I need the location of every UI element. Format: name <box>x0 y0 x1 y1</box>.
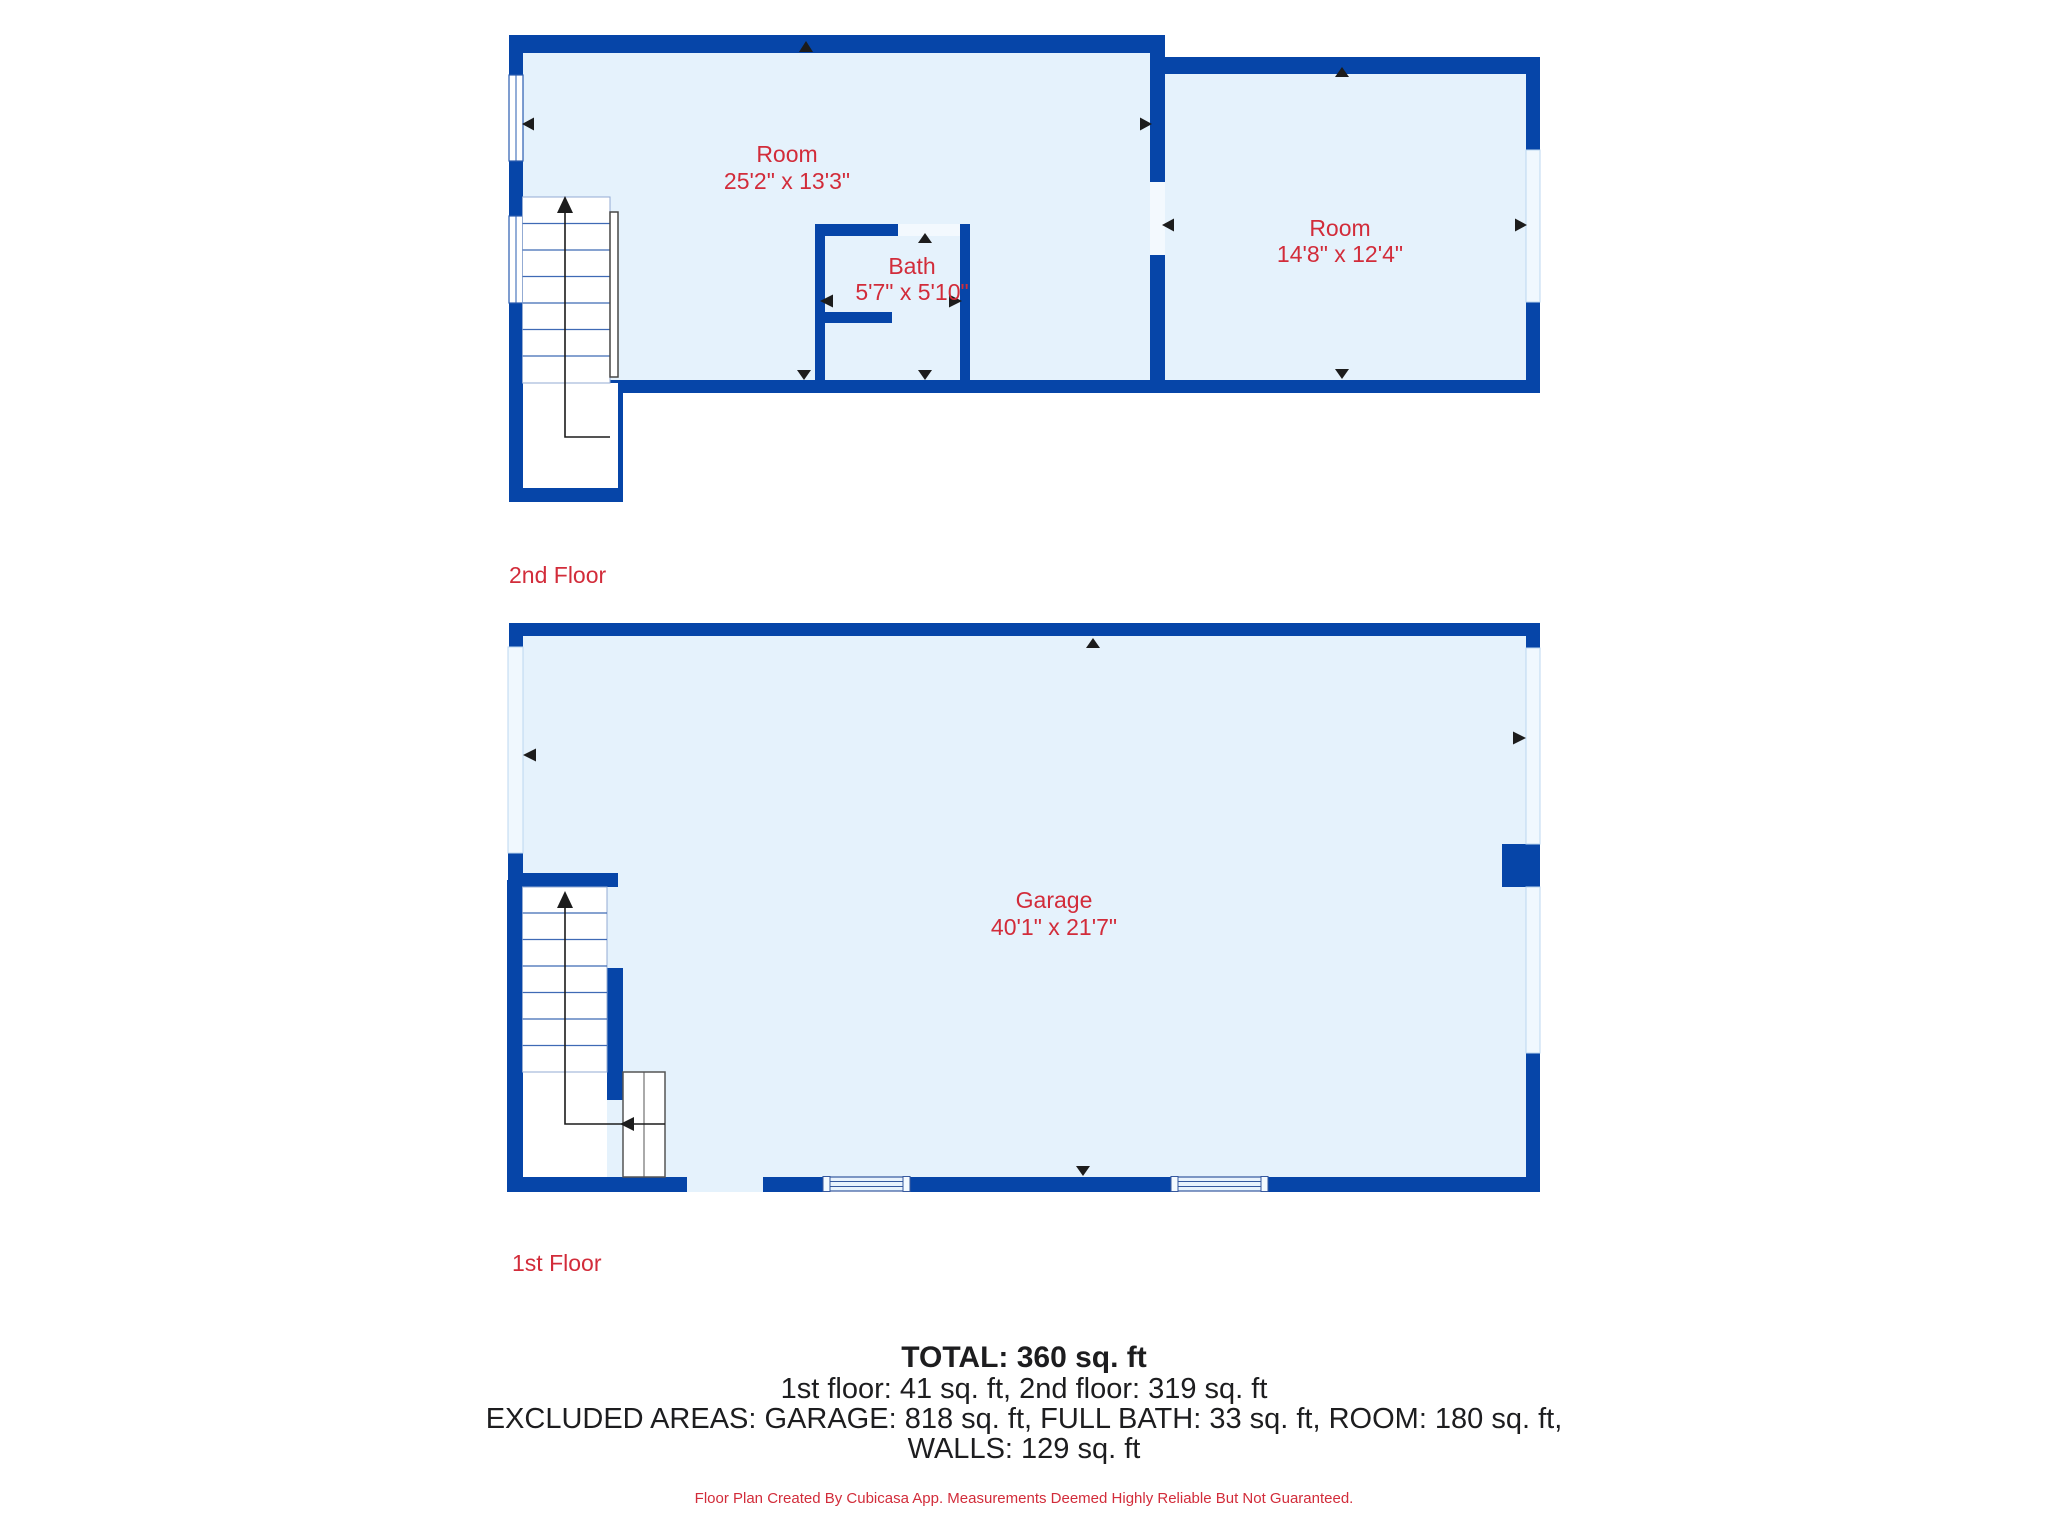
floor-label-2nd: 2nd Floor <box>509 562 607 588</box>
room-name: Room <box>756 141 818 167</box>
window <box>1526 150 1540 302</box>
floor-label-1st: 1st Floor <box>512 1250 602 1276</box>
summary-block <box>0 1342 2048 1507</box>
window <box>509 75 523 161</box>
wall-segment <box>509 488 623 502</box>
room-dimensions: 14'8" x 12'4" <box>1276 241 1404 267</box>
bath-wall <box>815 224 825 382</box>
window <box>1526 887 1540 1053</box>
wall-segment <box>1502 844 1540 887</box>
room-dimensions: 25'2" x 13'3" <box>723 168 851 194</box>
wall-segment <box>509 623 523 648</box>
bath-wall <box>815 224 898 236</box>
disclaimer: Floor Plan Created By Cubicasa App. Measurements Deemed Highly Reliable But Not Guaranteed. <box>694 1490 1354 1507</box>
handrail <box>610 212 618 377</box>
window <box>508 647 523 853</box>
total-area: TOTAL: 360 sq. ft <box>901 1341 1147 1374</box>
floor-areas: 1st floor: 41 sq. ft, 2nd floor: 319 sq. ft <box>780 1373 1268 1405</box>
wall-segment <box>907 1177 1171 1192</box>
wall-segment <box>507 880 523 1192</box>
bath-door-opening <box>898 224 960 236</box>
wall-segment <box>1150 255 1165 393</box>
window <box>1171 1177 1268 1192</box>
wall-segment <box>1268 1177 1540 1192</box>
bath-wall <box>815 312 892 323</box>
window <box>509 216 523 303</box>
wall-segment <box>1526 302 1540 393</box>
wall-segment <box>509 35 523 75</box>
excluded-areas: EXCLUDED AREAS: GARAGE: 818 sq. ft, FULL BATH: 33 sq. ft, ROOM: 180 sq. ft, <box>485 1403 1563 1435</box>
staircase-up <box>523 196 619 488</box>
wall-segment <box>1160 57 1540 74</box>
wall-segment <box>509 161 523 216</box>
room-dimensions: 5'7" x 5'10" <box>855 279 969 305</box>
wall-segment <box>509 35 1165 53</box>
wall-segment <box>507 1177 687 1192</box>
floor-plan-1st <box>507 623 1540 1276</box>
wall-segment <box>607 968 623 1100</box>
wall-segment <box>1526 57 1540 150</box>
wall-segment <box>763 1177 823 1192</box>
floor-plan-2nd <box>509 35 1540 588</box>
room-name: Room <box>1309 215 1371 241</box>
wall-segment <box>1526 623 1540 648</box>
garage-door-opening <box>687 1177 763 1192</box>
wall-segment <box>1526 1053 1540 1192</box>
room-dimensions: 40'1" x 21'7" <box>990 914 1118 940</box>
wall-segment <box>509 623 1540 636</box>
wall-segment <box>509 873 618 887</box>
walls-area: WALLS: 129 sq. ft <box>907 1433 1141 1465</box>
room-name: Garage <box>1015 887 1093 913</box>
door-opening <box>1150 182 1165 255</box>
window <box>1526 648 1540 844</box>
wall-segment <box>610 380 1540 393</box>
room-name: Bath <box>888 253 936 279</box>
window <box>823 1177 910 1192</box>
wall-segment <box>509 303 523 502</box>
